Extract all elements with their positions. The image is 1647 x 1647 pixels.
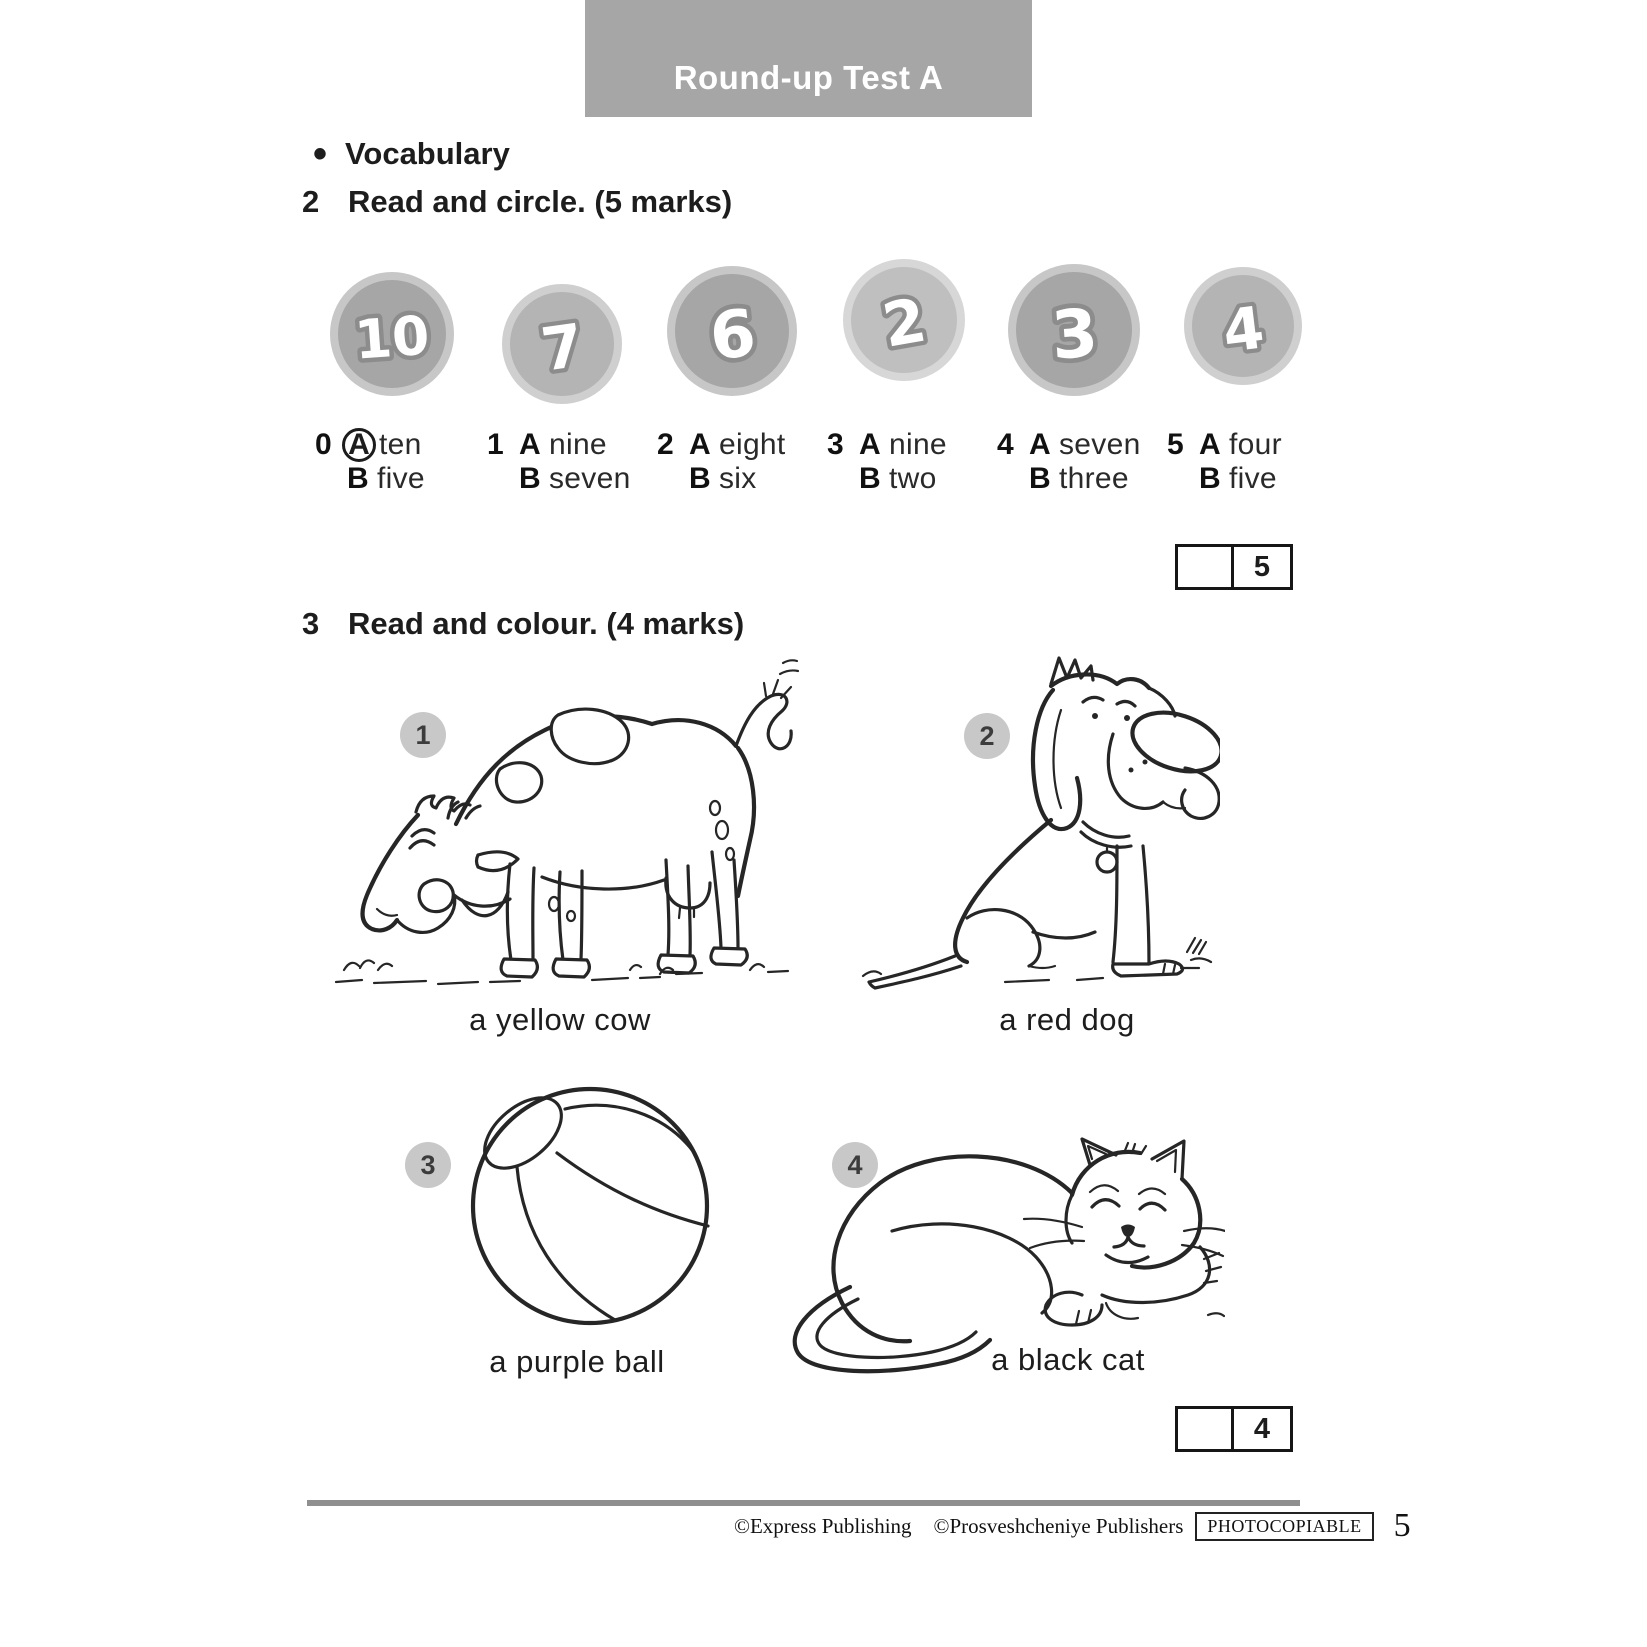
number-circle-5 xyxy=(1008,264,1140,396)
svg-text:4: 4 xyxy=(1219,293,1268,366)
option-a-word: nine xyxy=(549,428,607,461)
svg-text:7: 7 xyxy=(537,310,588,385)
option-row-b xyxy=(487,462,631,496)
circled-answer-a: A xyxy=(342,428,376,462)
score-box-blank-cell xyxy=(1178,547,1234,587)
dog-illustration xyxy=(855,650,1220,990)
vocabulary-heading xyxy=(313,132,510,176)
bubble-number-2 xyxy=(855,271,953,369)
item-badge-2: 2 xyxy=(964,713,1010,759)
item-number: 4 xyxy=(997,428,1014,461)
option-b-word: two xyxy=(889,462,937,495)
number-circle-1 xyxy=(330,272,454,396)
svg-text:6: 6 xyxy=(706,295,759,375)
bubble-number-7 xyxy=(514,296,610,392)
cow-illustration xyxy=(330,652,800,997)
option-row-b xyxy=(997,462,1141,496)
option-b-label: B xyxy=(519,462,541,495)
score-box-max-value: 5 xyxy=(1253,550,1271,583)
vocabulary-label: Vocabulary xyxy=(345,136,510,171)
option-a-word: ten xyxy=(379,428,422,461)
number-circle-6 xyxy=(1184,267,1302,385)
task-2-instruction: Read and circle. (5 marks) xyxy=(348,184,733,219)
option-row-a xyxy=(487,428,631,462)
option-b-word: six xyxy=(719,462,757,495)
option-b-label: B xyxy=(347,462,369,495)
footer xyxy=(734,1507,1411,1544)
option-row-a xyxy=(657,428,786,462)
ball-illustration xyxy=(465,1081,715,1331)
header-banner xyxy=(585,0,1032,117)
item-badge-4: 4 xyxy=(832,1142,878,1188)
publisher-credit-1: ©Express Publishing xyxy=(734,1513,912,1538)
bullet-icon: • xyxy=(313,132,328,176)
item-caption-dog: a red dog xyxy=(999,1002,1135,1037)
item-number: 3 xyxy=(827,428,844,461)
option-a-word: nine xyxy=(889,428,947,461)
option-column-0 xyxy=(315,428,425,496)
page-title: Round-up Test A xyxy=(673,59,944,96)
score-box-task3 xyxy=(1175,1406,1293,1452)
task-2-number: 2 xyxy=(302,184,320,219)
option-row-b xyxy=(827,462,947,496)
photocopiable-badge: PHOTOCOPIABLE xyxy=(1195,1512,1373,1541)
option-b-word: seven xyxy=(549,462,631,495)
option-column-5 xyxy=(1167,428,1282,496)
item-number: 2 xyxy=(657,428,674,461)
item-number: 0 xyxy=(315,428,332,461)
svg-text:3: 3 xyxy=(1048,294,1100,375)
option-row-b xyxy=(657,462,786,496)
task-3-instruction: Read and colour. (4 marks) xyxy=(348,606,745,641)
option-a-word: seven xyxy=(1059,428,1141,461)
option-b-label: B xyxy=(1199,462,1221,495)
option-a-label: A xyxy=(1199,428,1221,461)
svg-text:2: 2 xyxy=(877,285,932,362)
task-3-number: 3 xyxy=(302,606,320,641)
number-circle-3 xyxy=(667,266,797,396)
footer-divider xyxy=(307,1500,1300,1506)
option-a-label: A xyxy=(689,428,711,461)
option-row-a xyxy=(997,428,1141,462)
option-row-a xyxy=(827,428,947,462)
option-a-label: A xyxy=(859,428,881,461)
bubble-number-10 xyxy=(342,284,441,383)
bubble-number-4 xyxy=(1196,279,1290,373)
score-box-task2 xyxy=(1175,544,1293,590)
option-row-a xyxy=(1167,428,1282,462)
bubble-number-6 xyxy=(680,279,785,384)
number-circle-4 xyxy=(843,259,965,381)
option-column-4 xyxy=(997,428,1141,496)
option-row-a xyxy=(315,428,425,462)
bubble-number-3 xyxy=(1021,277,1128,384)
option-a-word: four xyxy=(1229,428,1282,461)
item-badge-1: 1 xyxy=(400,712,446,758)
score-box-max-value: 4 xyxy=(1253,1412,1271,1445)
item-caption-cat: a black cat xyxy=(991,1342,1145,1377)
option-a-word: eight xyxy=(719,428,786,461)
item-caption-ball: a purple ball xyxy=(489,1344,665,1379)
option-b-word: five xyxy=(1229,462,1277,495)
option-b-label: B xyxy=(689,462,711,495)
option-column-2 xyxy=(657,428,786,496)
item-badge-3: 3 xyxy=(405,1142,451,1188)
option-row-b xyxy=(315,462,425,496)
item-caption-cow: a yellow cow xyxy=(469,1002,651,1037)
number-circle-2 xyxy=(502,284,622,404)
task-2-heading xyxy=(302,184,732,220)
publisher-credit-2: ©Prosveshcheniye Publishers xyxy=(933,1513,1184,1538)
item-number: 5 xyxy=(1167,428,1184,461)
option-b-label: B xyxy=(1029,462,1051,495)
task-3-heading xyxy=(302,606,744,642)
option-b-word: five xyxy=(377,462,425,495)
item-number: 1 xyxy=(487,428,504,461)
option-a-label: A xyxy=(519,428,541,461)
option-row-b xyxy=(1167,462,1282,496)
page-number: 5 xyxy=(1393,1507,1411,1544)
option-b-label: B xyxy=(859,462,881,495)
option-b-word: three xyxy=(1059,462,1129,495)
option-a-label: A xyxy=(1029,428,1051,461)
option-column-1 xyxy=(487,428,631,496)
svg-text:10: 10 xyxy=(352,303,432,372)
option-column-3 xyxy=(827,428,947,496)
score-box-blank-cell xyxy=(1178,1409,1234,1449)
